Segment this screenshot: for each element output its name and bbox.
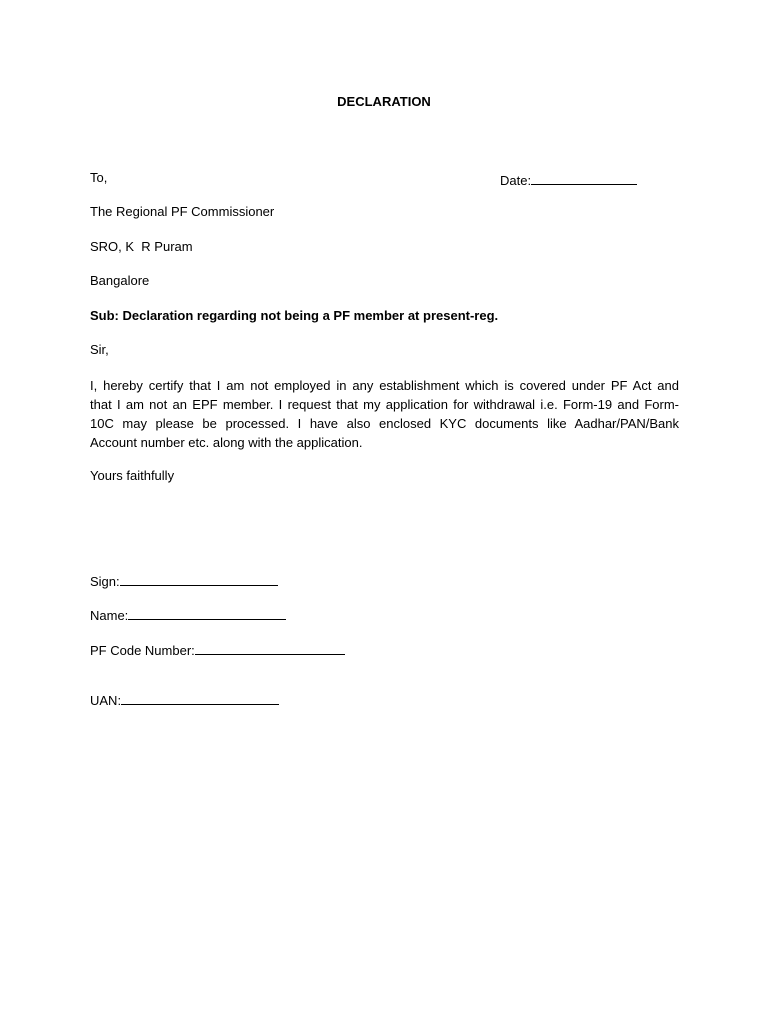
sign-blank-line [120, 571, 278, 586]
address-line-3: Bangalore [90, 273, 150, 288]
uan-blank-line [121, 690, 279, 705]
uan-label: UAN: [90, 693, 122, 708]
name-label: Name: [90, 608, 129, 623]
name-field [90, 605, 286, 624]
body-line: that I am not an EPF member. I request that my application for withdrawal i.e. Form-19 and Form- [90, 397, 679, 412]
date-blank-line [531, 170, 637, 185]
sign-field [90, 571, 278, 590]
subject-line: Sub: Declaration regarding not being a PF member at present-reg. [90, 308, 499, 323]
date-field [500, 170, 637, 189]
date-label: Date: [500, 173, 532, 188]
pf-code-field [90, 640, 345, 659]
to-label: To, [90, 170, 108, 185]
address-line-1: The Regional PF Commissioner [90, 204, 275, 219]
body-line: I, hereby certify that I am not employed in any establishment which is covered under PF Act and [90, 378, 679, 393]
body-paragraph [90, 376, 679, 452]
pf-code-blank-line [195, 640, 345, 655]
sign-label: Sign: [90, 574, 120, 589]
closing-text: Yours faithfully [90, 468, 175, 483]
uan-field [90, 690, 279, 709]
pf-code-label: PF Code Number: [90, 643, 195, 658]
body-line: Account number etc. along with the application. [90, 435, 363, 450]
document-title: DECLARATION [337, 94, 431, 109]
address-line-2: SRO, K R Puram [90, 239, 193, 254]
name-blank-line [128, 605, 286, 620]
body-line: 10C may please be processed. I have also enclosed KYC documents like Aadhar/PAN/Bank [90, 416, 679, 431]
salutation: Sir, [90, 342, 109, 357]
